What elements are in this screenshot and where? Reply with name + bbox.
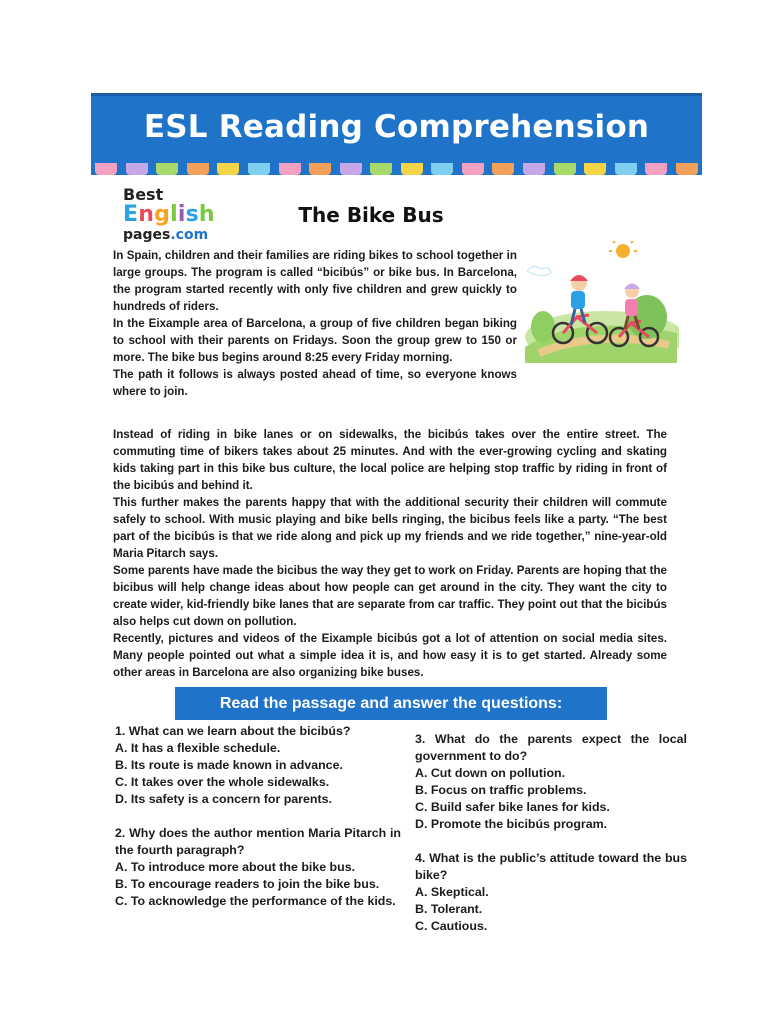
- bunting-flag: [462, 163, 484, 175]
- paragraph: The path it follows is always posted ahead of time, so everyone knows where to join.: [113, 368, 517, 398]
- answer-option: C. Cautious.: [415, 919, 488, 930]
- answer-option: A. Skeptical.: [415, 885, 489, 899]
- questions-banner: Read the passage and answer the questions:: [175, 687, 607, 720]
- logo-dotcom-text: .com: [170, 227, 209, 243]
- bunting-flag: [248, 163, 270, 175]
- logo-line-pages: [123, 228, 223, 242]
- paragraph: Recently, pictures and videos of the Eixample bicibús got a lot of attention on social media sites. Many people pointed out what a simple idea it is, and how easy it is to get started. Already some other areas in Barcelona are also organizing bike buses.: [113, 632, 667, 679]
- paragraph: In Spain, children and their families are riding bikes to school together in large groups. The program is called “bicibús” or bike bus. In Barcelona, the program started recently with only five children and grew quickly to hundreds of riders.: [113, 249, 517, 313]
- paragraph: In the Eixample area of Barcelona, a group of five children began biking to school with their parents on Fridays. Soon the group grew to 150 or more. The bike bus begins around 8:25 every Friday morning.: [113, 317, 517, 364]
- bunting-flag: [217, 163, 239, 175]
- page-crop-edge: [0, 930, 768, 1024]
- answer-option: D. Promote the bicibús program.: [415, 817, 608, 831]
- logo-letter: n: [138, 202, 155, 227]
- bunting-flag: [156, 163, 178, 175]
- site-logo: [123, 187, 223, 242]
- question-stem: 4. What is the public’s attitude toward the bus bike?: [415, 851, 687, 882]
- paragraph: Instead of riding in bike lanes or on sidewalks, the bicibús takes over the entire street. The commuting time of bikers takes about 25 minutes. And with the ever-growing cycling and skating kids taking part in this bike bus culture, the local police are helping stop traffic by riding in front of the bicibús and behind it.: [113, 428, 667, 492]
- answer-option: C. To acknowledge the performance of the kids.: [115, 894, 396, 908]
- page-title: ESL Reading Comprehension: [143, 109, 650, 145]
- bunting-flag: [340, 163, 362, 175]
- body-text-block: [113, 426, 667, 681]
- questions-left-column: [115, 723, 401, 910]
- answer-option: C. Build safer bike lanes for kids.: [415, 800, 610, 814]
- logo-letter: i: [177, 202, 186, 227]
- answer-option: A. It has a flexible schedule.: [115, 741, 281, 755]
- bunting-flag: [431, 163, 453, 175]
- bunting-flag: [645, 163, 667, 175]
- answer-option: B. Its route is made known in advance.: [115, 758, 343, 772]
- answer-option: B. Tolerant.: [415, 902, 483, 916]
- question-stem: 1. What can we learn about the bicibús?: [115, 724, 351, 738]
- logo-pages-text: pages: [123, 227, 171, 243]
- intro-text-block: [113, 247, 517, 400]
- logo-line-best: Best: [123, 185, 164, 204]
- bunting-flag: [279, 163, 301, 175]
- logo-letter: g: [154, 202, 171, 227]
- logo-letter: l: [170, 202, 178, 227]
- bike-scene-icon: [519, 241, 679, 365]
- article-title: The Bike Bus: [298, 203, 444, 227]
- header-banner: [91, 93, 702, 159]
- answer-option: B. Focus on traffic problems.: [415, 783, 587, 797]
- bunting-flag: [126, 163, 148, 175]
- bunting-flag: [492, 163, 514, 175]
- worksheet-page: [91, 93, 702, 930]
- bunting-flag: [370, 163, 392, 175]
- bunting-flag: [309, 163, 331, 175]
- paragraph: Some parents have made the bicibus the way they get to work on Friday. Parents are hoping that the bicibus will help change ideas about how people can get around in the city. They want the city to create wider, kid-friendly bike lanes that are separate from car traffic. They point out that the bicibús also helps cut down on pollution.: [113, 564, 667, 628]
- logo-line-english: [123, 204, 223, 226]
- logo-letter: h: [198, 202, 215, 227]
- bunting-flag: [401, 163, 423, 175]
- question-stem: 2. Why does the author mention Maria Pitarch in the fourth paragraph?: [115, 826, 401, 857]
- answer-option: A. To introduce more about the bike bus.: [115, 860, 356, 874]
- logo-letter: s: [185, 202, 199, 227]
- answer-option: A. Cut down on pollution.: [415, 766, 566, 780]
- bunting-flag: [523, 163, 545, 175]
- answer-option: C. It takes over the whole sidewalks.: [115, 775, 330, 789]
- answer-option: D. Its safety is a concern for parents.: [115, 792, 332, 806]
- bunting-flag: [676, 163, 698, 175]
- questions-right-column: [415, 731, 687, 930]
- bunting-flag: [95, 163, 117, 175]
- kids-biking-illustration: [519, 241, 679, 365]
- paragraph: This further makes the parents happy that with the additional security their children will commute safely to school. With music playing and bike bells ringing, the bicibus feels like a party. “The best part of the bicibús is that we ride along and pick up my friends and we ride together,” nine-year-old Maria Pitarch says.: [113, 496, 667, 560]
- bunting-flag: [554, 163, 576, 175]
- answer-option: B. To encourage readers to join the bike bus.: [115, 877, 380, 891]
- bunting-decoration: [91, 159, 702, 175]
- bunting-flag: [615, 163, 637, 175]
- question-stem: 3. What do the parents expect the local government to do?: [415, 732, 687, 763]
- logo-letter: E: [123, 202, 139, 227]
- bunting-flag: [584, 163, 606, 175]
- bunting-flag: [187, 163, 209, 175]
